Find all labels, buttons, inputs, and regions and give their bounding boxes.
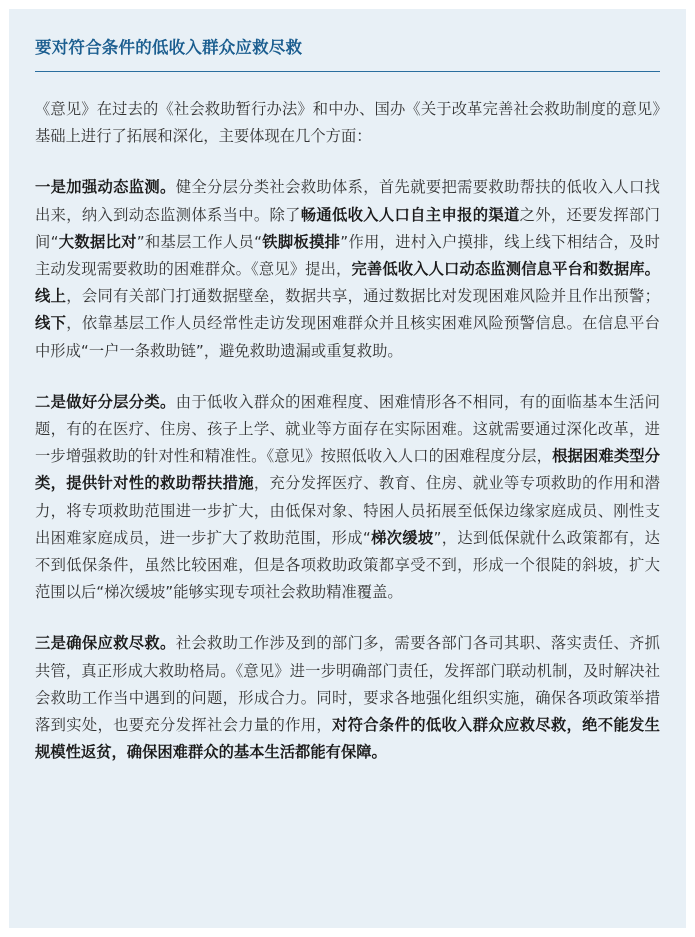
section-lead: 二是做好分层分类。 xyxy=(35,392,176,411)
section-text: ”，达到低保就什么政策都有，达不到低保条件，虽然比较困难，但是各项救助政策都享受不到，形成一个很陡的斜坡，扩大范围以后“梯次缓坡”能够实现专项社会救助精准覆盖。 xyxy=(35,528,660,602)
emphasis-text: 对符合条件的低收入群众应救尽救，绝不能发生规模性返贫，确保困难群众的基本生活都能有保障。 xyxy=(35,716,660,762)
emphasis-text: 完善低收入人口动态监测信息平台和数据库。线上 xyxy=(35,260,660,306)
section-text: ，会同有关部门打通数据壁垒，数据共享，通过数据比对发现困难风险并且作出预警； xyxy=(66,287,660,306)
article-title: 要对符合条件的低收入群众应救尽救 xyxy=(35,38,303,57)
section-text: ，依靠基层工作人员经常性走访发现困难群众并且核实困难风险预警信息。在信息平台中形成“一户一条救助链”，避免救助遗漏或重复救助。 xyxy=(35,314,660,360)
section-tiered-classification xyxy=(35,389,660,607)
emphasis-text: 大数据比对 xyxy=(58,232,137,251)
section-full-coverage xyxy=(35,630,660,766)
section-text: ”作用，进村入户摸排，线上线下相结合，及时主动发现需要救助的困难群众。《意见》提出， xyxy=(35,232,660,279)
section-dynamic-monitoring xyxy=(35,174,660,364)
section-lead: 三是确保应救尽救。 xyxy=(35,634,176,653)
section-text: 之外，还要发挥部门间“ xyxy=(35,205,660,251)
section-text: 社会救助工作涉及到的部门多，需要各部门各司其职、落实责任、齐抓共管，真正形成大救助格局。《意见》进一步明确部门责任，发挥部门联动机制，及时解决社会救助工作当中遇到的问题，形成合力。同时，要求各地强化组织实施，确保各项政策举措落到实处，也要充分发挥社会力量的作用， xyxy=(35,634,660,735)
emphasis-text: 畅通低收入人口自主申报的渠道 xyxy=(300,205,520,224)
section-lead: 一是加强动态监测。 xyxy=(35,178,176,197)
emphasis-text: 铁脚板摸排 xyxy=(262,232,341,251)
section-text: ”和基层工作人员“ xyxy=(136,232,263,251)
emphasis-text: 根据困难类型分类，提供针对性的救助帮扶措施 xyxy=(35,447,660,493)
emphasis-text: 梯次缓坡 xyxy=(370,528,434,547)
title-divider xyxy=(35,71,660,72)
section-text: ，充分发挥医疗、教育、住房、就业等专项救助的作用和潜力，将专项救助范围进一步扩大，由低保对象、特困人员拓展至低保边缘家庭成员、刚性支出困难家庭成员，进一步扩大了救助范围，形成“ xyxy=(35,474,660,547)
article-card xyxy=(9,9,686,928)
section-text: 由于低收入群众的困难程度、困难情形各不相同，有的面临基本生活问题，有的在医疗、住房、孩子上学、就业等方面存在实际困难。这就需要通过深化改革，进一步增强救助的针对性和精准性。《意见》按照低收入人口的困难程度分层， xyxy=(35,392,660,466)
emphasis-text: 线下 xyxy=(35,314,67,333)
section-text: 健全分层分类社会救助体系，首先就要把需要救助帮扶的低收入人口找出来，纳入到动态监测体系当中。除了 xyxy=(35,178,660,224)
intro-paragraph: 《意见》在过去的《社会救助暂行办法》和中办、国办《关于改革完善社会救助制度的意见》基础上进行了拓展和深化，主要体现在几个方面： xyxy=(35,100,660,146)
